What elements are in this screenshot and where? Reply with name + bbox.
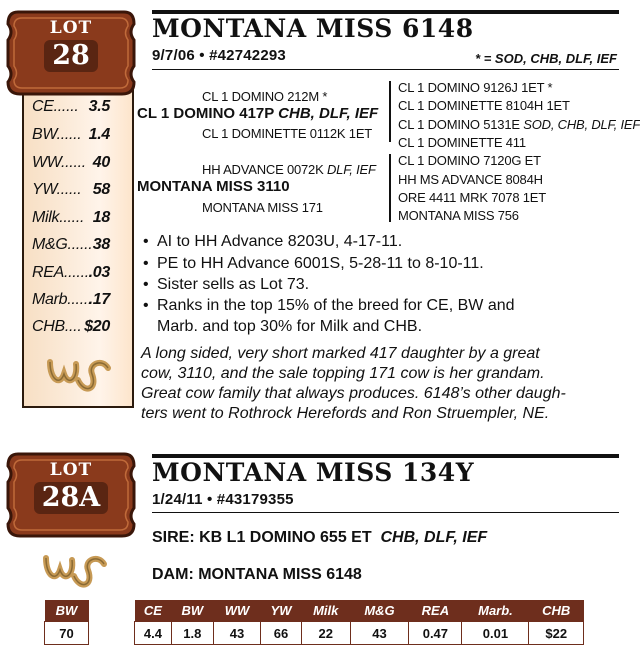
animal-title: MONTANA MISS 134Y xyxy=(152,458,475,487)
pedigree-bracket xyxy=(389,154,391,222)
brand-mark-icon xyxy=(40,546,110,592)
epd-row: BW...... 1.4 xyxy=(32,126,110,143)
epd-row: CE...... 3.5 xyxy=(32,98,110,115)
epd-row: Milk...... 18 xyxy=(32,209,110,226)
epd-row: YW...... 58 xyxy=(32,181,110,198)
epd-row: WW...... 40 xyxy=(32,154,110,171)
epd-value: 4.4 xyxy=(135,622,172,645)
epd-header: YW xyxy=(261,600,302,622)
epd-header: CHB xyxy=(529,600,584,622)
pedigree-ancestor: MONTANA MISS 756 xyxy=(398,208,519,223)
pedigree-sire: CL 1 DOMINO 417P CHB, DLF, IEF xyxy=(137,105,379,122)
birthweight-table xyxy=(44,600,89,645)
epd-value: 66 xyxy=(261,622,302,645)
epd-row: REA...... .03 xyxy=(32,264,110,281)
pedigree-ancestor: HH MS ADVANCE 8084H xyxy=(398,172,543,187)
epd-value: 43 xyxy=(213,622,260,645)
epd-row: CHB.... $20 xyxy=(32,318,110,335)
brand-mark-icon xyxy=(44,350,114,396)
note-bullet: • AI to HH Advance 8203U, 4-17-11. xyxy=(157,233,402,251)
pedigree-dam-dam: MONTANA MISS 171 xyxy=(202,200,323,215)
lot-badge: LOT 28A xyxy=(4,446,138,542)
pedigree-dam-sire: HH ADVANCE 0072K DLF, IEF xyxy=(202,162,376,177)
epd-panel xyxy=(22,82,134,408)
birth-registration: 1/24/11 • #43179355 xyxy=(152,491,294,508)
pedigree-ancestor: CL 1 DOMINETTE 411 xyxy=(398,135,526,150)
pedigree-ancestor: CL 1 DOMINO 7120G ET xyxy=(398,153,541,168)
note-bullet: • PE to HH Advance 6001S, 5-28-11 to 8-10-11. xyxy=(157,255,484,273)
birth-registration: 9/7/06 • #42742293 xyxy=(152,47,286,64)
dam-line: DAM: MONTANA MISS 6148 xyxy=(152,566,362,583)
bw-value: 70 xyxy=(45,622,89,645)
note-bullet: • Ranks in the top 15% of the breed for CE, BW and xyxy=(157,297,515,315)
epd-value: 0.01 xyxy=(462,622,529,645)
epd-value: $22 xyxy=(529,622,584,645)
description: A long sided, very short marked 417 daughter by a great cow, 3110, and the sale topping 171 cow is her grandam. Great cow family that always produces. 6148’s other daugh- ters went to Rothrock Herefords and Ron Struempler, NE. xyxy=(141,345,566,422)
epd-row: Marb...... .17 xyxy=(32,291,110,308)
header-rule xyxy=(152,512,619,513)
epd-header: Milk xyxy=(301,600,350,622)
pedigree-ancestor: CL 1 DOMINETTE 8104H 1ET xyxy=(398,98,570,113)
epd-header: BW xyxy=(171,600,213,622)
header-rule xyxy=(152,69,619,70)
pedigree-ancestor: CL 1 DOMINO 5131E SOD, CHB, DLF, IEF xyxy=(398,117,640,132)
epd-header: REA xyxy=(409,600,462,622)
epd-value: 1.8 xyxy=(171,622,213,645)
note-bullet-continued: Marb. and top 30% for Milk and CHB. xyxy=(157,318,423,335)
epd-value: 43 xyxy=(350,622,409,645)
epd-header: Marb. xyxy=(462,600,529,622)
epd-header: CE xyxy=(135,600,172,622)
sire-line: SIRE: KB L1 DOMINO 655 ET CHB, DLF, IEF xyxy=(152,529,488,546)
pedigree-dam: MONTANA MISS 3110 xyxy=(137,178,290,195)
pedigree-bracket xyxy=(389,81,391,142)
epd-header: M&G xyxy=(350,600,409,622)
pedigree-sire-sire: CL 1 DOMINO 212M * xyxy=(202,89,328,104)
lot-badge: LOT 28 xyxy=(4,4,138,100)
epd-header: WW xyxy=(213,600,260,622)
pedigree-sire-dam: CL 1 DOMINETTE 0112K 1ET xyxy=(202,126,373,141)
note-bullet: • Sister sells as Lot 73. xyxy=(157,276,309,294)
animal-title: MONTANA MISS 6148 xyxy=(152,14,474,43)
epd-table xyxy=(134,600,584,645)
epd-row: M&G...... 38 xyxy=(32,236,110,253)
pedigree-ancestor: ORE 4411 MRK 7078 1ET xyxy=(398,190,547,205)
tag-legend: * = SOD, CHB, DLF, IEF xyxy=(475,51,617,66)
epd-value: 0.47 xyxy=(409,622,462,645)
bw-header: BW xyxy=(45,600,89,622)
pedigree-ancestor: CL 1 DOMINO 9126J 1ET * xyxy=(398,80,553,95)
epd-value: 22 xyxy=(301,622,350,645)
